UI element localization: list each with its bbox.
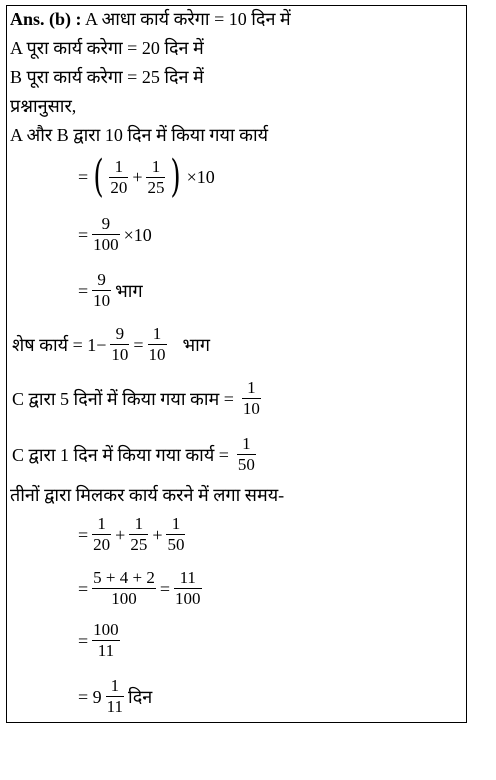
denominator: 11 <box>106 697 124 716</box>
plus-sign: + <box>152 524 163 545</box>
numerator: 1 <box>109 157 128 178</box>
numerator: 11 <box>174 568 202 589</box>
denominator: 100 <box>175 589 201 608</box>
according-to-question-line: प्रश्नानुसार, <box>10 96 77 116</box>
equation-1 <box>76 151 217 202</box>
equation-2 <box>76 214 154 255</box>
remaining-work-equation <box>10 324 212 365</box>
ab-work-line: A और B द्वारा 10 दिन में किया गया कार्य <box>10 125 269 145</box>
equals-sign: = <box>78 224 89 245</box>
equation-7 <box>76 514 187 555</box>
fraction <box>166 514 185 555</box>
c-five-days-equation <box>10 378 263 419</box>
denominator: 20 <box>110 177 128 197</box>
fraction <box>148 324 167 365</box>
equation-3 <box>76 270 145 311</box>
equation-10 <box>76 676 154 717</box>
fraction <box>92 514 111 555</box>
b-full-work-line: B पूरा कार्य करेगा = 25 दिन में <box>10 67 204 87</box>
numerator: 5 + 4 + 2 <box>93 568 155 587</box>
fraction <box>110 324 129 365</box>
numerator: 9 <box>92 270 111 291</box>
denominator: 100 <box>111 589 137 608</box>
fraction <box>92 568 156 609</box>
numerator: 1 <box>237 434 256 455</box>
fraction <box>92 620 120 661</box>
multiplier: ×10 <box>186 167 215 187</box>
fraction <box>92 214 120 255</box>
fraction <box>129 514 148 555</box>
equals-sign: = <box>78 167 89 187</box>
denominator: 10 <box>111 345 129 364</box>
equals-sign: = <box>78 630 89 651</box>
c-one-day-equation <box>10 434 258 475</box>
unit-label: भाग <box>115 280 143 301</box>
numerator: 1 <box>148 324 167 345</box>
equals-sign: = <box>78 524 89 545</box>
denominator: 10 <box>93 291 111 310</box>
a-full-work-line: A पूरा कार्य करेगा = 20 दिन में <box>10 38 204 58</box>
fraction <box>242 378 261 419</box>
whole-part: = 9 <box>78 686 102 707</box>
unit-label: भाग <box>182 334 210 355</box>
fraction <box>106 676 124 717</box>
numerator: 1 <box>166 514 185 535</box>
answer-line-1 <box>10 8 291 30</box>
numerator: 1 <box>106 676 124 697</box>
plus-sign: + <box>132 167 143 187</box>
equals-sign: = <box>78 280 89 301</box>
numerator: 1 <box>146 157 165 178</box>
numerator: 100 <box>93 620 119 639</box>
unit-label: दिन <box>128 686 153 707</box>
answer-label: Ans. (b) : <box>10 9 82 29</box>
denominator: 50 <box>237 455 255 474</box>
fraction <box>174 568 202 609</box>
remaining-work-label: शेष कार्य = 1− <box>12 334 107 355</box>
denominator: 10 <box>148 345 166 364</box>
equals-sign: = <box>159 578 170 599</box>
equals-sign: = <box>133 334 144 355</box>
multiplier: ×10 <box>123 224 152 245</box>
denominator: 25 <box>147 177 165 197</box>
equation-8 <box>76 568 204 609</box>
denominator: 50 <box>167 535 185 554</box>
fraction <box>237 434 256 475</box>
denominator: 25 <box>130 535 148 554</box>
plus-sign: + <box>115 524 126 545</box>
numerator: 1 <box>129 514 148 535</box>
fraction <box>109 157 128 198</box>
denominator: 11 <box>97 641 115 660</box>
numerator: 9 <box>110 324 129 345</box>
numerator: 1 <box>92 514 111 535</box>
fraction <box>146 157 165 198</box>
right-paren: ) <box>170 151 182 202</box>
equation-9 <box>76 620 122 661</box>
numerator: 9 <box>92 214 120 235</box>
equals-sign: = <box>78 578 89 599</box>
denominator: 10 <box>242 399 260 418</box>
fraction <box>92 270 111 311</box>
denominator: 20 <box>93 535 111 554</box>
numerator: 1 <box>242 378 261 399</box>
half-work-statement: A आधा कार्य करेगा = 10 दिन में <box>85 9 291 29</box>
c-one-day-label: C द्वारा 1 दिन में किया गया कार्य = <box>12 444 229 465</box>
c-five-days-label: C द्वारा 5 दिनों में किया गया काम = <box>12 388 234 409</box>
combined-time-line: तीनों द्वारा मिलकर कार्य करने में लगा समय- <box>10 485 285 505</box>
denominator: 100 <box>93 235 119 254</box>
left-paren: ( <box>93 151 104 202</box>
